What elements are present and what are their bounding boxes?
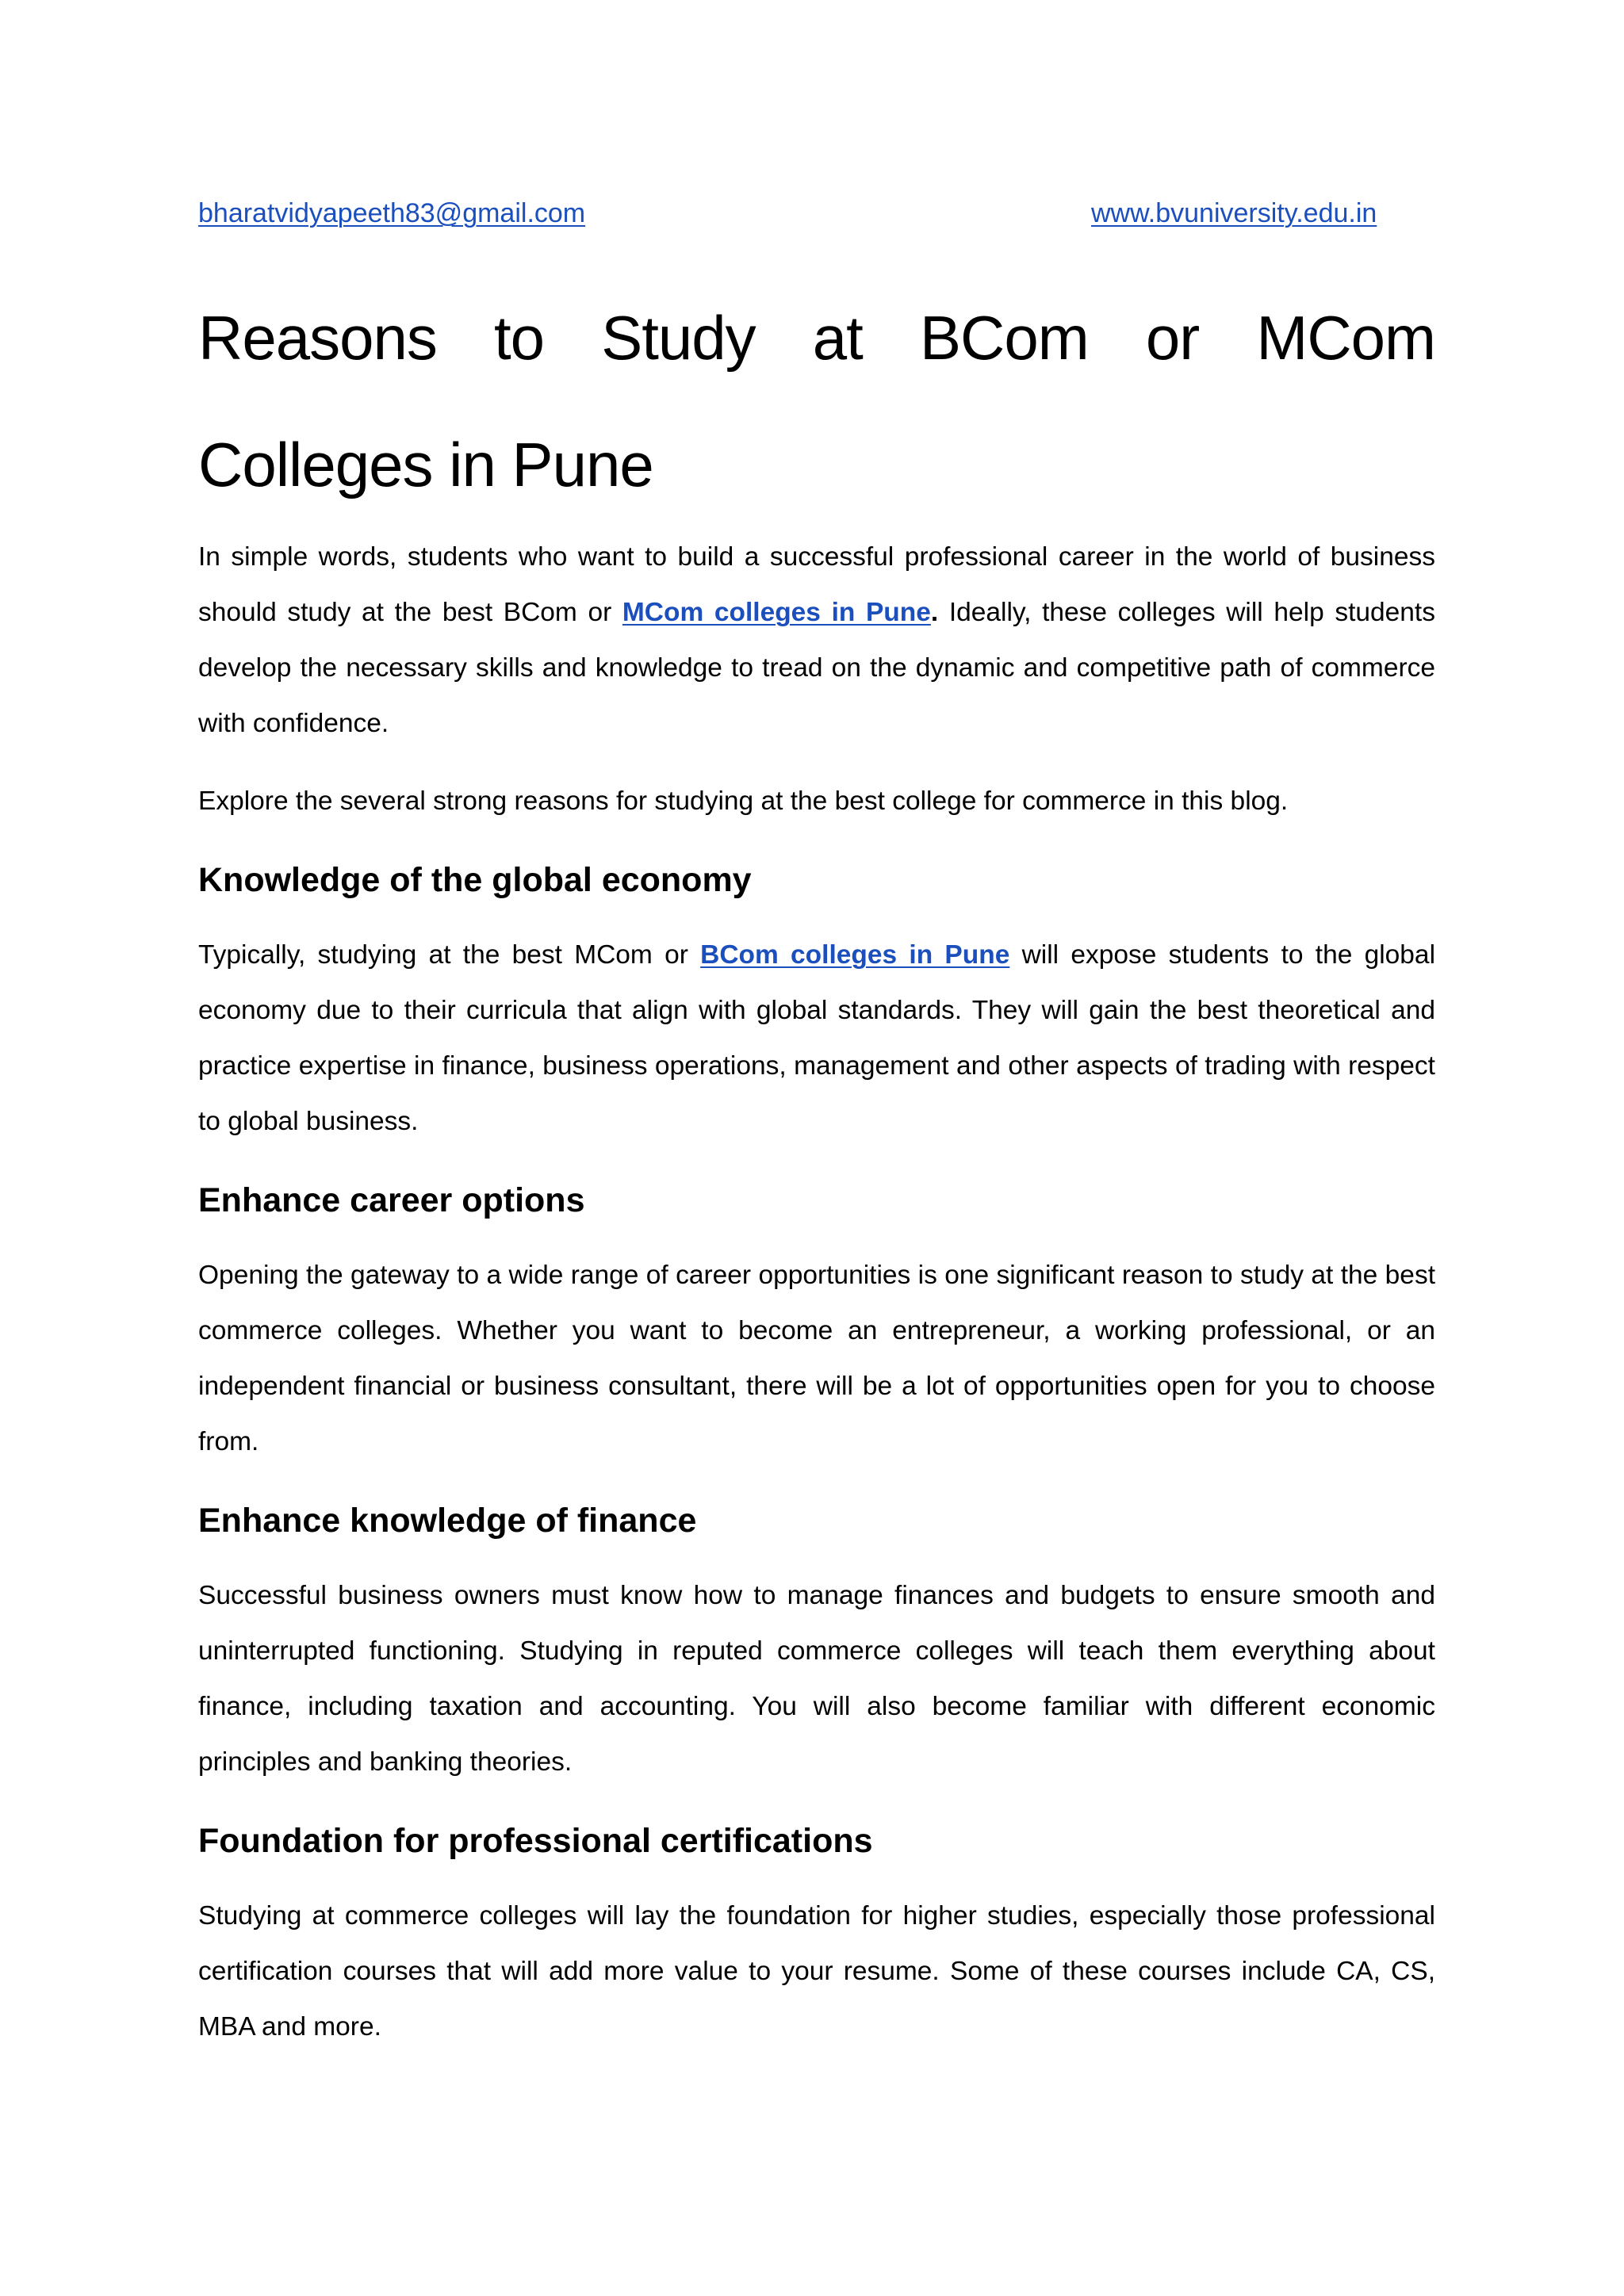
section-paragraph-certifications: Studying at commerce colleges will lay the foundation for higher studies, especially those professional certification courses that will add more value to your resume. Some of these courses include CA, CS, MBA and more. [198,1901,1435,2042]
article-body [198,530,1435,2055]
section-heading-career-options: Enhance career options [198,1181,585,1219]
section-heading-global-economy: Knowledge of the global economy [198,861,752,899]
intro-text-end: Ideally, these colleges will help students develop the necessary skills and knowledge to tread on the dynamic and competitive path of commerce with confidence. [198,598,1435,738]
explore-paragraph: Explore the several strong reasons for studying at the best college for commerce in this blog. [198,786,1289,816]
section-paragraph-career-options: Opening the gateway to a wide range of career opportunities is one significant reason to study at the best commerce colleges. Whether you want to become an entrepreneur, a working professional, or an independent financial or business consultant, there will be a lot of opportunities open for you to choose from. [198,1261,1435,1456]
mcom-colleges-link[interactable]: MCom colleges in Pune [622,598,931,627]
intro-punct: . [930,598,939,627]
section-text-start: Typically, studying at the best MCom or [198,940,701,970]
website-link[interactable]: www.bvuniversity.edu.in [1091,198,1377,228]
page-title: Reasons to Study at BCom or MCom Colleges in Pune [198,303,1435,499]
section-paragraph-finance: Successful business owners must know how to manage finances and budgets to ensure smooth and uninterrupted functioning. Studying in reputed commerce colleges will teach them everything about finance, including taxation and accounting. You will also become familiar with different economic principles and banking theories. [198,1581,1435,1777]
header-links [198,198,1435,238]
section-paragraph-global-economy [198,928,1435,1150]
section-text-end: will expose students to the global economy due to their curricula that align with global standards. They will gain the best theoretical and practice expertise in finance, business operations, management and other aspects of trading with respect to global business. [198,940,1436,1136]
section-heading-finance: Enhance knowledge of finance [198,1502,697,1540]
intro-text-start: In simple words, students who want to build a successful professional career in the world of business should study at the best BCom or [198,542,1435,627]
section-heading-certifications: Foundation for professional certifications [198,1822,873,1860]
intro-paragraph [198,530,1435,752]
email-link[interactable]: bharatvidyapeeth83@gmail.com [198,198,586,228]
bcom-colleges-link[interactable]: BCom colleges in Pune [700,940,1010,970]
